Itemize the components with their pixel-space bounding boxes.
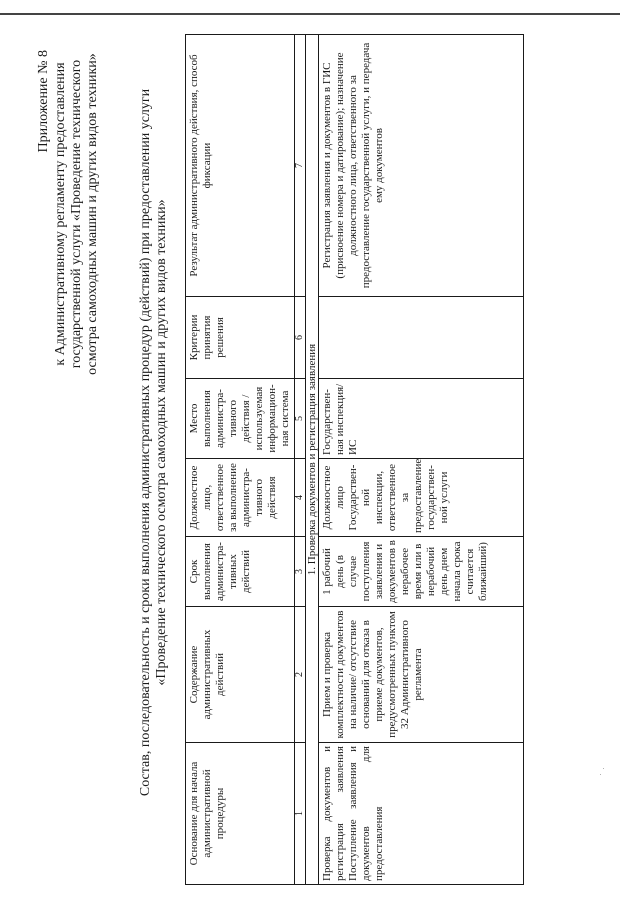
cell-term: 1 рабочий день (в случае поступления заявления и документов в нерабочее время или в нерабочий день днем начала срока считается ближайший): [319, 537, 524, 607]
cell-result: Регистрация заявления и документов в ГИС (присвоение номера и датирование); назначение должностного лица, ответственного за предоставление государственной услуги, и передача ему документов: [319, 35, 524, 297]
header-term: Срок выполнения администра-тивных действий: [186, 537, 295, 607]
cell-basis: Проверка документов и регистрация заявления Поступление заявления и документов для предоставления: [319, 743, 524, 885]
column-number: 4: [295, 459, 306, 537]
column-number: 7: [295, 35, 306, 297]
column-number: 2: [295, 607, 306, 743]
column-number-row: [295, 35, 306, 885]
scan-speck: [603, 768, 604, 769]
heading-line: Состав, последовательность и сроки выполнения административных процедур (действий) при предоставлении услуги: [138, 88, 153, 797]
scan-edge-line: [0, 13, 620, 15]
section-title: 1. Проверка документов и регистрация заявления: [306, 35, 319, 885]
appendix-header: [36, 44, 101, 384]
heading-line: «Проведение технического осмотра самоходных машин и других видов техники»: [154, 199, 169, 686]
column-number: 1: [295, 743, 306, 885]
header-place: Место выполнения администра-тивного действия / используемая информацион-ная система: [186, 379, 295, 459]
table-header-row: [186, 35, 295, 885]
procedures-table: [185, 34, 524, 885]
cell-criteria: [319, 297, 524, 379]
appendix-line: осмотра самоходных машин и других видов техники»: [85, 53, 100, 375]
column-number: 3: [295, 537, 306, 607]
cell-content: Прием и проверка комплектности документов на наличие/ отсутствие оснований для отказа в приеме документов, предусмотренных пунктом 32 Административного регламента: [319, 607, 524, 743]
header-criteria: Критерии принятия решения: [186, 297, 295, 379]
document-heading: [138, 60, 170, 825]
appendix-line: к Административному регламенту предоставления: [53, 62, 68, 366]
header-official: Должностное лицо, ответственное за выполнение администра-тивного действия: [186, 459, 295, 537]
header-content: Содержание административных действий: [186, 607, 295, 743]
cell-official: Должностное лицо Государствен-ной инспекции, ответственное за предоставление государствен-ной услуги: [319, 459, 524, 537]
header-result: Результат административного действия, способ фиксации: [186, 35, 295, 297]
appendix-number: Приложение № 8: [36, 50, 51, 153]
cell-place: Государствен-ная инспекция/ ИС: [319, 379, 524, 459]
header-basis: Основание для начала административной процедуры: [186, 743, 295, 885]
column-number: 6: [295, 297, 306, 379]
scan-speck: [600, 774, 601, 775]
section-row: [306, 35, 319, 885]
appendix-line: государственной услуги «Проведение технического: [69, 59, 84, 369]
table-row: [319, 35, 524, 885]
column-number: 5: [295, 379, 306, 459]
